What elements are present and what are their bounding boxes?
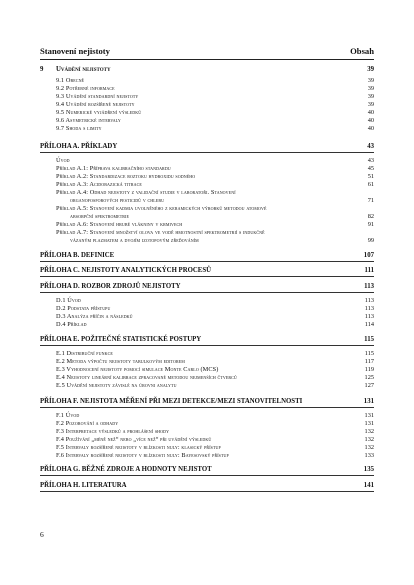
toc-entry-text: 9 [40, 66, 44, 73]
toc-page-number: 113 [364, 297, 374, 304]
appendix-rule [40, 491, 374, 492]
toc-appendix-h[interactable] [40, 482, 374, 490]
toc-entry-text: PŘÍLOHA C. NEJISTOTY ANALYTICKÝCH PROCESŮ [40, 267, 212, 274]
toc-page-number: 113 [364, 305, 374, 312]
toc-appendix-c[interactable] [40, 267, 374, 275]
toc-entry[interactable] [40, 157, 374, 165]
toc-page-number: 39 [367, 93, 374, 100]
toc-entry-text: D.4 Příklad [56, 321, 87, 328]
toc-entry-text: absorpční spektrometrie [70, 213, 129, 220]
toc-entry-text: 9.2 Potřebné informace [56, 85, 115, 92]
appendix-rule [40, 475, 374, 476]
toc-section-title: Uvádění nejistoty [56, 66, 111, 73]
toc-entry-text: F.2 Pozorování a odhady [56, 420, 119, 427]
toc-entry-continued[interactable] [40, 197, 374, 205]
toc-page-number: 99 [367, 237, 374, 244]
toc-entry[interactable] [40, 436, 374, 444]
toc-entry[interactable] [40, 297, 374, 305]
toc-entry-text: vázaným plazmatem a dvojím izotopovým zřeďováním [70, 237, 199, 244]
toc-entry[interactable] [40, 313, 374, 321]
toc-entry-text: D.1 Úvod [56, 297, 81, 304]
running-header-title: Stanovení nejistoty [40, 46, 110, 56]
toc-entry-continued[interactable] [40, 213, 374, 221]
toc-page-number: 40 [367, 125, 374, 132]
toc-entry[interactable] [40, 125, 374, 133]
toc-entry-text: Příklad A.4: Odhad nejistoty z validační studie v laboratoři. Stanovení [56, 189, 236, 196]
toc-entry[interactable] [40, 93, 374, 101]
toc-entry-text: F.5 Intervaly rozšířené nejistoty v blízkosti nuly: klasický přístup [56, 444, 221, 451]
toc-page-number: 51 [367, 173, 374, 180]
appendix-rule [40, 152, 374, 153]
header-rule [40, 59, 374, 60]
toc-entry-text: E.4 Nejistoty lineární kalibrace zpracované metodou nejmenších čtverců [56, 374, 237, 381]
toc-page-number: 131 [364, 412, 374, 419]
toc-entry[interactable] [40, 428, 374, 436]
toc-entry[interactable] [40, 221, 374, 229]
toc-entry[interactable] [40, 101, 374, 109]
toc-entry[interactable] [40, 420, 374, 428]
toc-entry-text: Příklad A.3: Acidobazická titrace [56, 181, 142, 188]
toc-entry-text: PŘÍLOHA H. LITERATURA [40, 482, 127, 489]
toc-entry-text: 9.3 Uvádění standardní nejistoty [56, 93, 139, 100]
toc-appendix-d[interactable] [40, 283, 374, 291]
toc-page-number: 131 [363, 398, 374, 405]
toc-page-number: 115 [364, 336, 374, 343]
toc-page-number: 132 [364, 428, 374, 435]
running-header [40, 44, 374, 58]
toc-entry-text: Úvod [56, 157, 70, 164]
toc-page-number: 127 [364, 382, 374, 389]
toc-page-number: 133 [364, 452, 374, 459]
toc-entry[interactable] [40, 189, 374, 197]
toc-page-number: 39 [367, 66, 374, 73]
toc-entry[interactable] [40, 77, 374, 85]
toc-entry[interactable] [40, 350, 374, 358]
toc-page-number: 39 [367, 101, 374, 108]
appendix-rule [40, 292, 374, 293]
toc-appendix-b[interactable] [40, 252, 374, 260]
toc-entry[interactable] [40, 173, 374, 181]
running-header-section: Obsah [350, 46, 374, 56]
toc-section-9[interactable] [40, 66, 374, 74]
toc-page-number: 71 [367, 197, 374, 204]
toc-page-number: 141 [363, 482, 374, 489]
toc-page-number: 40 [367, 117, 374, 124]
toc-page-number: 61 [367, 181, 374, 188]
toc-page-number: 40 [367, 109, 374, 116]
toc-entry-text: 9.6 Asymetrické intervaly [56, 117, 121, 124]
toc-entry[interactable] [40, 366, 374, 374]
toc-entry-text: PŘÍLOHA E. POŽITEČNÉ STATISTICKÉ POSTUPY [40, 336, 202, 343]
toc-entry[interactable] [40, 205, 374, 213]
toc-entry-text: organofosforových pesticidů v chlebu [70, 197, 165, 204]
toc-entry-text: PŘÍLOHA B. DEFINICE [40, 252, 115, 259]
toc-appendix-g[interactable] [40, 466, 374, 474]
toc-entry[interactable] [40, 85, 374, 93]
toc-entry-text: PŘÍLOHA D. ROZBOR ZDROJŮ NEJISTOTY [40, 283, 181, 290]
toc-page-number: 111 [364, 267, 374, 274]
toc-entry-text: Příklad A.6: Stanovení hrubé vlákniny v krmivech [56, 221, 183, 228]
toc-entry-text: F.4 Používání „méně než“ nebo „více než“ při uvádění výsledků [56, 436, 212, 443]
toc-page-number: 131 [364, 420, 374, 427]
toc-entry-text: E.1 Distribuční funkce [56, 350, 113, 357]
toc-entry-text: E.5 Uvádění nejistoty závislé na úrovni analytu [56, 382, 177, 389]
toc-entry[interactable] [40, 382, 374, 390]
toc-entry-text: D.3 Analýza příčin a následků [56, 313, 133, 320]
toc-entry[interactable] [40, 444, 374, 452]
toc-entry-text: F.6 Intervaly rozšířené nejistoty v blízkosti nuly: Bayesovský přístup [56, 452, 229, 459]
toc-page-number: 39 [367, 77, 374, 84]
appendix-rule [40, 276, 374, 277]
toc-entry-text: Příklad A.2: Standardizace roztoku hydroxidu sodného [56, 173, 196, 180]
toc-entry[interactable] [40, 165, 374, 173]
page-number: 6 [40, 530, 44, 539]
toc-page-number: 117 [364, 358, 374, 365]
toc-entry-text: 9.1 Obecně [56, 77, 85, 84]
toc-page-number: 135 [363, 466, 374, 473]
toc-page-number: 132 [364, 444, 374, 451]
toc-entry-text: 9.4 Uvádění rozšířené nejistoty [56, 101, 135, 108]
toc-entry-text: F.1 Úvod [56, 412, 80, 419]
toc-page-number: 45 [367, 165, 374, 172]
toc-entry[interactable] [40, 117, 374, 125]
toc-page-number: 82 [367, 213, 374, 220]
toc-entry[interactable] [40, 109, 374, 117]
toc-entry-text: Příklad A.1: Příprava kalibračního standardu [56, 165, 171, 172]
toc-entry-text: 9.7 Shoda s limity [56, 125, 102, 132]
toc-entry-text: PŘÍLOHA G. BĚŽNÉ ZDROJE A HODNOTY NEJISTOT [40, 466, 212, 473]
toc-page-number: 43 [367, 143, 374, 150]
toc-entry-text: PŘÍLOHA A. PŘÍKLADY [40, 143, 118, 150]
toc-appendix-a[interactable] [40, 143, 374, 151]
appendix-rule [40, 407, 374, 408]
toc-entry-text: E.3 Vyhodnocení nejistoty pomocí simulace Monte Carlo (MCS) [56, 366, 219, 373]
toc-page-number: 91 [367, 221, 374, 228]
toc-entry-text: 9.5 Numerické vyjádření výsledků [56, 109, 142, 116]
toc-entry[interactable] [40, 181, 374, 189]
toc-entry[interactable] [40, 321, 374, 329]
toc-page-number: 113 [364, 283, 374, 290]
toc-page-number: 107 [363, 252, 374, 259]
toc-page-number: 132 [364, 436, 374, 443]
toc-entry-text: Příklad A.7: Stanovení množství olova ve vodě hmotnostní spektrometrií s indukčně [56, 229, 265, 236]
toc-appendix-f[interactable] [40, 398, 374, 406]
toc-page-number: 115 [364, 350, 374, 357]
appendix-rule [40, 261, 374, 262]
toc-page-number: 119 [364, 366, 374, 373]
toc-entry[interactable] [40, 374, 374, 382]
toc-entry-text: F.3 Interpretace výsledků a prohlášení shody [56, 428, 170, 435]
toc-entry[interactable] [40, 452, 374, 460]
toc-entry[interactable] [40, 229, 374, 237]
toc-page-number: 39 [367, 85, 374, 92]
appendix-rule [40, 345, 374, 346]
toc-entry[interactable] [40, 305, 374, 313]
toc-entry-text: PŘÍLOHA F. NEJISTOTA MĚŘENÍ PŘI MEZI DETEKCE/MEZI STANOVITELNOSTI [40, 398, 303, 405]
toc-entry[interactable] [40, 358, 374, 366]
toc-entry[interactable] [40, 412, 374, 420]
toc-entry-text: Příklad A.5: Stanovení kadmia uvolněného z keramických výrobků metodou atomové [56, 205, 267, 212]
toc-page-number: 114 [364, 321, 374, 328]
toc-appendix-e[interactable] [40, 336, 374, 344]
toc-page-number: 113 [364, 313, 374, 320]
toc-entry-continued[interactable] [40, 237, 374, 245]
toc-page-number: 43 [367, 157, 374, 164]
toc-page-number: 125 [364, 374, 374, 381]
toc-entry-text: E.2 Metoda výpočtu nejistoty tabulkovým editorem [56, 358, 185, 365]
toc-entry-text: D.2 Podstata přístupu [56, 305, 111, 312]
